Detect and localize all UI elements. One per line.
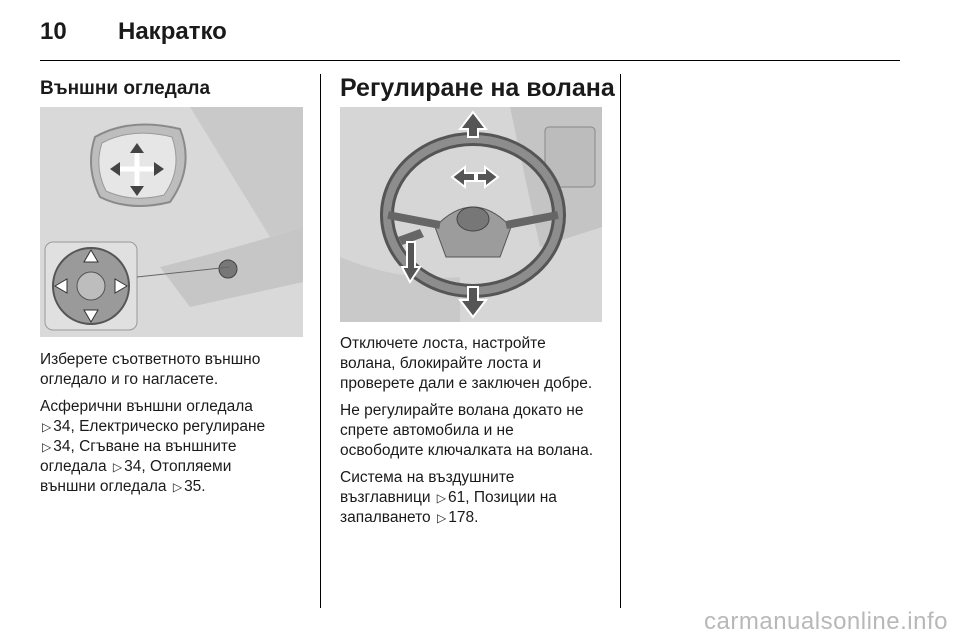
- cross-reference-link[interactable]: 178.: [448, 509, 479, 526]
- header-rule: [40, 60, 900, 61]
- text-line: Не регулирайте волана докато не: [340, 402, 584, 419]
- column-divider-right: [620, 74, 621, 608]
- mirrors-text: [40, 350, 310, 504]
- cross-reference-link[interactable]: 61, Позиции на: [448, 489, 557, 506]
- text-line: Система на въздушните: [340, 469, 515, 486]
- cross-reference-link[interactable]: 34, Сгъване на външните: [53, 438, 237, 455]
- arrow-right-icon: ▷: [436, 491, 447, 505]
- arrow-right-icon: ▷: [42, 440, 52, 454]
- text-line: външни огледала: [40, 478, 167, 495]
- column-divider-left: [320, 74, 321, 608]
- cross-reference-link[interactable]: 34, Отопляеми: [124, 458, 232, 475]
- steering-text: [340, 334, 615, 535]
- page-number: 10: [40, 18, 67, 45]
- text-line: спрете автомобила и не: [340, 422, 514, 439]
- mirror-illustration: [40, 107, 303, 337]
- text-line: огледала: [40, 458, 107, 475]
- text-line: проверете дали е заключен добре.: [340, 375, 593, 392]
- arrow-right-icon: ▷: [437, 511, 447, 525]
- watermark: carmanualsonline.info: [704, 608, 948, 635]
- arrow-right-icon: ▷: [112, 460, 123, 474]
- arrow-right-icon: ▷: [172, 480, 183, 494]
- arrow-right-icon: ▷: [42, 420, 52, 434]
- text-line: огледало и го нагласете.: [40, 371, 219, 388]
- cross-reference-link[interactable]: 34, Електрическо регулиране: [53, 418, 266, 435]
- text-line: Асферични външни огледала: [40, 398, 253, 415]
- section-heading-steering: Регулиране на волана: [340, 74, 615, 102]
- text-line: волана, блокирайте лоста и: [340, 355, 542, 372]
- steering-wheel-illustration: [340, 107, 602, 322]
- section-heading-mirrors: Външни огледала: [40, 78, 211, 99]
- text-line: Изберете съответното външно: [40, 351, 261, 368]
- text-line: освободите ключалката на волана.: [340, 442, 594, 459]
- text-line: възглавници: [340, 489, 431, 506]
- page-title: Накратко: [118, 18, 227, 45]
- text-line: Отключете лоста, настройте: [340, 335, 546, 352]
- cross-reference-link[interactable]: 35.: [184, 478, 206, 495]
- text-line: запалването: [340, 509, 431, 526]
